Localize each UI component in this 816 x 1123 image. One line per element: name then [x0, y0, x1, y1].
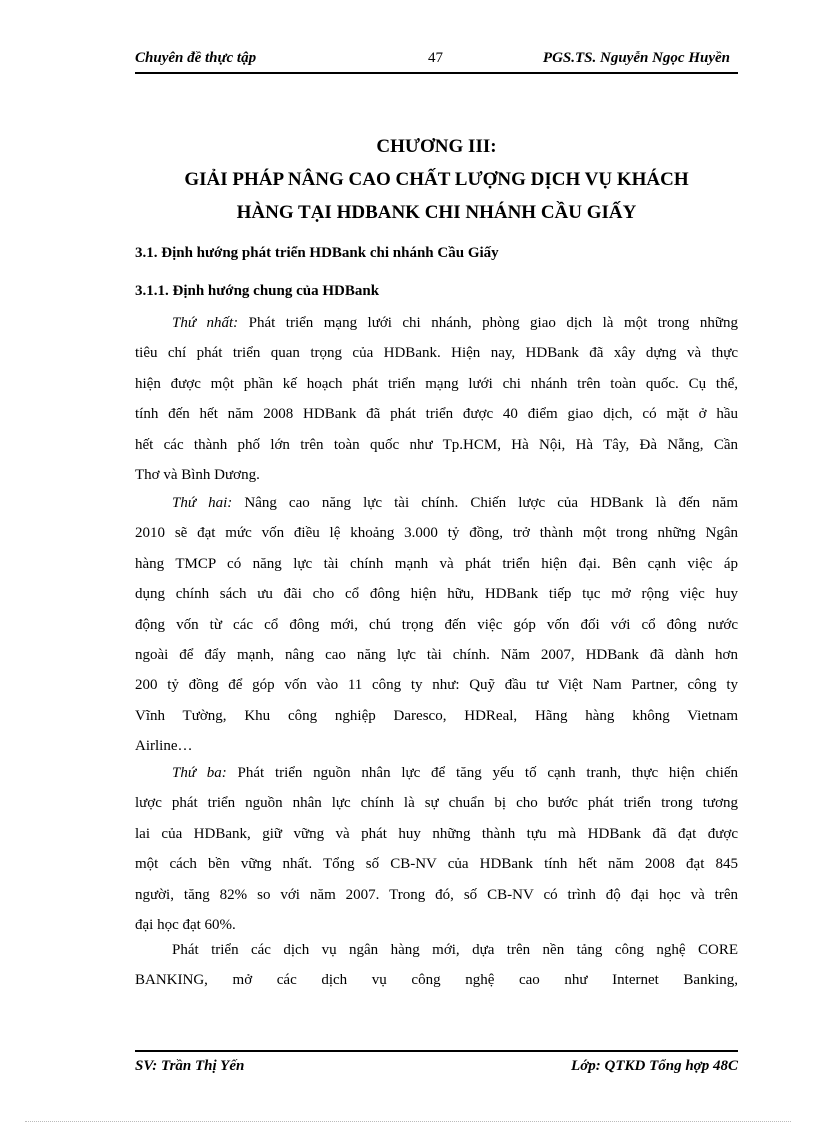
page-footer — [135, 1050, 738, 1082]
paragraph-thu-ba — [135, 758, 738, 940]
section-heading-3-1-1: 3.1.1. Định hướng chung của HDBank — [135, 283, 380, 299]
paragraph-line: BANKING, mở các dịch vụ công nghệ cao như Internet Banking, — [135, 972, 738, 989]
lead-term: Thứ ba: — [172, 765, 227, 781]
paragraph-line: 200 tỷ đồng để góp vốn vào 11 công ty như: Quỹ đầu tư Việt Nam Partner, công ty — [135, 677, 738, 694]
paragraph-line: lai của HDBank, giữ vững và phát huy những thành tựu mà HDBank đã đạt được — [135, 825, 738, 842]
header-report-title: Chuyên đề thực tập — [135, 50, 257, 66]
paragraph-line: hiện được một phần kế hoạch phát triển mạng lưới chi nhánh trên toàn quốc. Cụ thể, — [135, 375, 738, 392]
paragraph-thu-nhat — [135, 308, 738, 490]
paragraph-line: ngoài để đẩy mạnh, nâng cao năng lực tài chính. Năm 2007, HDBank đã dành hơn — [135, 646, 738, 663]
header-supervisor: PGS.TS. Nguyễn Ngọc Huyền — [542, 50, 730, 66]
paragraph-line: 2010 sẽ đạt mức vốn điều lệ khoảng 3.000 tỷ đồng, trở thành một trong những Ngân — [135, 525, 738, 542]
paragraph-line: hàng TMCP có năng lực tài chính mạnh và phát triển hiện đại. Bên cạnh việc áp — [135, 555, 738, 572]
paragraph-thu-hai — [135, 488, 738, 762]
lead-term: Thứ hai: — [172, 495, 233, 511]
paragraph-line: Thứ nhất: Phát triển mạng lưới chi nhánh, phòng giao dịch là một trong những — [172, 315, 739, 331]
page-edge-divider — [25, 1121, 791, 1122]
page-header — [135, 46, 738, 74]
lead-term: Thứ nhất: — [172, 315, 239, 331]
paragraph-line: lược phát triển nguồn nhân lực chính là sự chuẩn bị cho bước phát triển trong tương — [135, 795, 738, 812]
paragraph-line: một cách bền vững nhất. Tổng số CB-NV của HDBank tính hết năm 2008 đạt 845 — [135, 856, 738, 873]
paragraph-line: Phát triển các dịch vụ ngân hàng mới, dựa trên nền tảng công nghệ CORE — [172, 942, 738, 958]
paragraph-line: Airline… — [135, 738, 193, 755]
paragraph-line: Thứ hai: Nâng cao năng lực tài chính. Chiến lược của HDBank là đến năm — [172, 495, 739, 511]
paragraph-line: đại học đạt 60%. — [135, 916, 236, 933]
chapter-title-line2: HÀNG TẠI HDBANK CHI NHÁNH CẦU GIẤY — [236, 202, 637, 223]
paragraph-line: dụng chính sách ưu đãi cho cổ đông hiện hữu, HDBank tiếp tục mở rộng việc huy — [135, 586, 738, 603]
page-number: 47 — [428, 50, 443, 66]
chapter-number: CHƯƠNG III: — [376, 136, 497, 157]
paragraph-line: người, tăng 82% so với năm 2007. Trong đó, số CB-NV có trình độ đại học và trên — [135, 886, 738, 903]
paragraph-line: Vĩnh Tường, Khu công nghiệp Daresco, HDReal, Hãng hàng không Vietnam — [135, 707, 738, 724]
paragraph-line: tính đến hết năm 2008 HDBank đã phát triển được 40 điểm giao dịch, có mặt ở hầu — [135, 406, 738, 423]
chapter-title-line1: GIẢI PHÁP NÂNG CAO CHẤT LƯỢNG DỊCH VỤ KHÁCH — [184, 169, 689, 190]
section-heading-3-1: 3.1. Định hướng phát triển HDBank chi nhánh Cầu Giấy — [135, 245, 499, 261]
paragraph-dich-vu-moi — [135, 935, 738, 996]
paragraph-line: Thơ và Bình Dương. — [135, 466, 260, 483]
paragraph-line: tiêu chí phát triển quan trọng của HDBank. Hiện nay, HDBank đã xây dựng và thực — [135, 345, 738, 362]
paragraph-line: động vốn từ các cổ đông mới, chú trọng đến việc góp vốn đối với cổ đông nước — [135, 616, 738, 633]
footer-student: SV: Trần Thị Yến — [135, 1058, 245, 1074]
footer-class: Lớp: QTKD Tổng hợp 48C — [571, 1058, 738, 1074]
paragraph-line: hết các thành phố lớn trên toàn quốc như Tp.HCM, Hà Nội, Hà Tây, Đà Nẵng, Cần — [135, 436, 738, 453]
paragraph-line: Thứ ba: Phát triển nguồn nhân lực để tăng yếu tố cạnh tranh, thực hiện chiến — [172, 765, 738, 781]
